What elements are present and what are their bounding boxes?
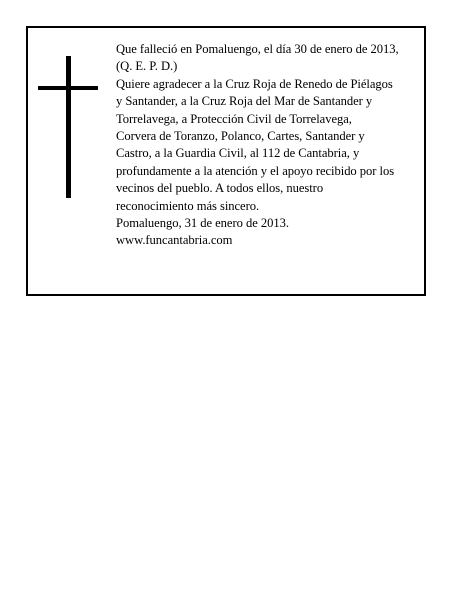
thanks-line-6: profundamente a la atención y el apoyo recibido por los bbox=[116, 163, 395, 178]
thanks-line-8: reconocimiento más sincero. bbox=[116, 198, 260, 213]
notice-text bbox=[116, 41, 428, 250]
rip-line: (Q. E. P. D.) bbox=[116, 59, 178, 74]
thanks-line-1: Quiere agradecer a la Cruz Roja de Renedo de Piélagos bbox=[116, 76, 393, 91]
thanks-line-7: vecinos del pueblo. A todos ellos, nuestro bbox=[116, 181, 324, 196]
cross-horizontal-bar bbox=[38, 86, 98, 90]
thanks-line-3: Torrelavega, a Protección Civil de Torrelavega, bbox=[116, 111, 352, 126]
latin-cross-icon bbox=[38, 56, 98, 198]
thanks-line-2: y Santander, a la Cruz Roja del Mar de Santander y bbox=[116, 94, 373, 109]
cross-vertical-bar bbox=[66, 56, 71, 198]
death-date-line: Que falleció en Pomaluengo, el día 30 de enero de 2013, bbox=[116, 42, 399, 56]
place-date-line: Pomaluengo, 31 de enero de 2013. bbox=[116, 216, 289, 231]
thanks-line-4: Corvera de Toranzo, Polanco, Cartes, Santander y bbox=[116, 129, 365, 144]
obituary-notice bbox=[26, 26, 426, 296]
thanks-line-5: Castro, a la Guardia Civil, al 112 de Cantabria, y bbox=[116, 146, 360, 161]
website-line: www.funcantabria.com bbox=[116, 233, 233, 248]
